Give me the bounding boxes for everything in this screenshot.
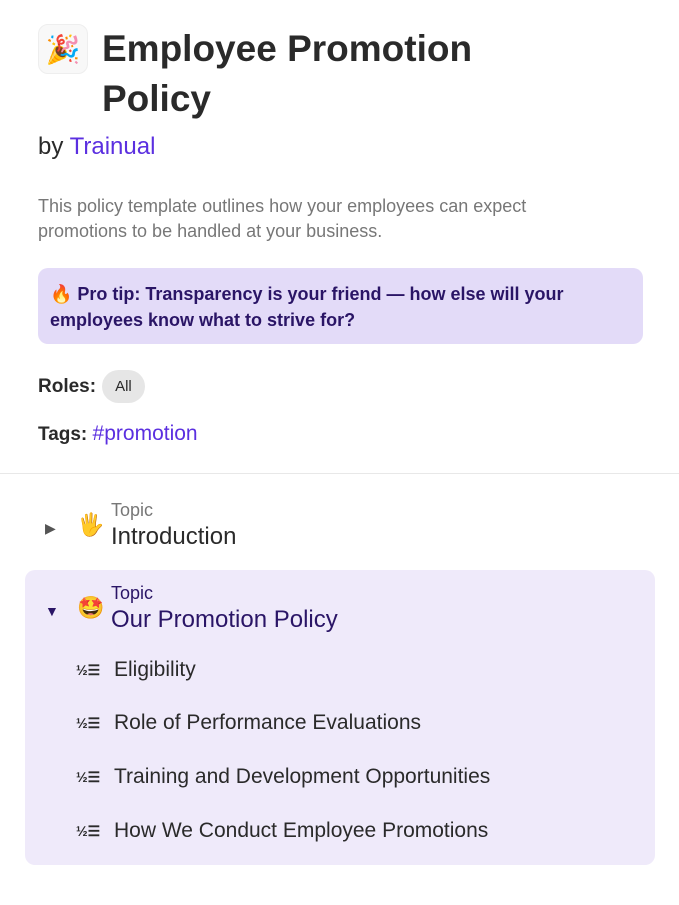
roles-label: Roles: bbox=[38, 375, 97, 397]
step-item[interactable] bbox=[76, 658, 196, 682]
byline bbox=[38, 133, 155, 161]
caret-down-icon[interactable]: ▼ bbox=[45, 603, 59, 619]
topic-our-promotion-policy[interactable] bbox=[45, 583, 338, 634]
description: This policy template outlines how your employees can expect promotions to be handled at your business. bbox=[38, 196, 527, 241]
caret-right-icon[interactable]: ▶ bbox=[45, 520, 56, 536]
tags bbox=[38, 422, 198, 446]
step-label: Eligibility bbox=[114, 658, 196, 681]
roles bbox=[38, 370, 145, 403]
topic-name: Our Promotion Policy bbox=[111, 606, 338, 633]
topic-label: Topic bbox=[111, 583, 154, 603]
numbered-list-icon: ½☰ bbox=[76, 714, 101, 731]
numbered-list-icon: ½☰ bbox=[76, 661, 101, 678]
step-item[interactable] bbox=[76, 819, 488, 843]
topic-label: Topic bbox=[111, 500, 154, 520]
tags-label: Tags: bbox=[38, 424, 88, 445]
role-badge[interactable]: All bbox=[102, 370, 145, 403]
by-label: by bbox=[38, 133, 64, 160]
step-item[interactable] bbox=[76, 765, 490, 789]
raised-hand-icon: 🖐 bbox=[77, 512, 105, 537]
step-label: Role of Performance Evaluations bbox=[114, 711, 421, 734]
step-label: How We Conduct Employee Promotions bbox=[114, 819, 489, 842]
numbered-list-icon: ½☰ bbox=[76, 768, 101, 785]
party-popper-icon: 🎉 bbox=[38, 24, 88, 74]
tag-link[interactable]: #promotion bbox=[92, 422, 198, 445]
divider bbox=[0, 473, 679, 474]
numbered-list-icon: ½☰ bbox=[76, 822, 101, 839]
author-link[interactable]: Trainual bbox=[69, 133, 156, 160]
step-label: Training and Development Opportunities bbox=[114, 765, 491, 788]
header bbox=[38, 24, 572, 124]
step-item[interactable] bbox=[76, 711, 421, 735]
pro-tip: 🔥 Pro tip: Transparency is your friend — how else will your employees know what to strive for? bbox=[38, 268, 643, 344]
star-struck-icon: 🤩 bbox=[77, 595, 105, 620]
page-title: Employee Promotion Policy bbox=[102, 28, 473, 119]
topic-name: Introduction bbox=[111, 523, 237, 550]
topic-introduction[interactable] bbox=[45, 500, 236, 551]
